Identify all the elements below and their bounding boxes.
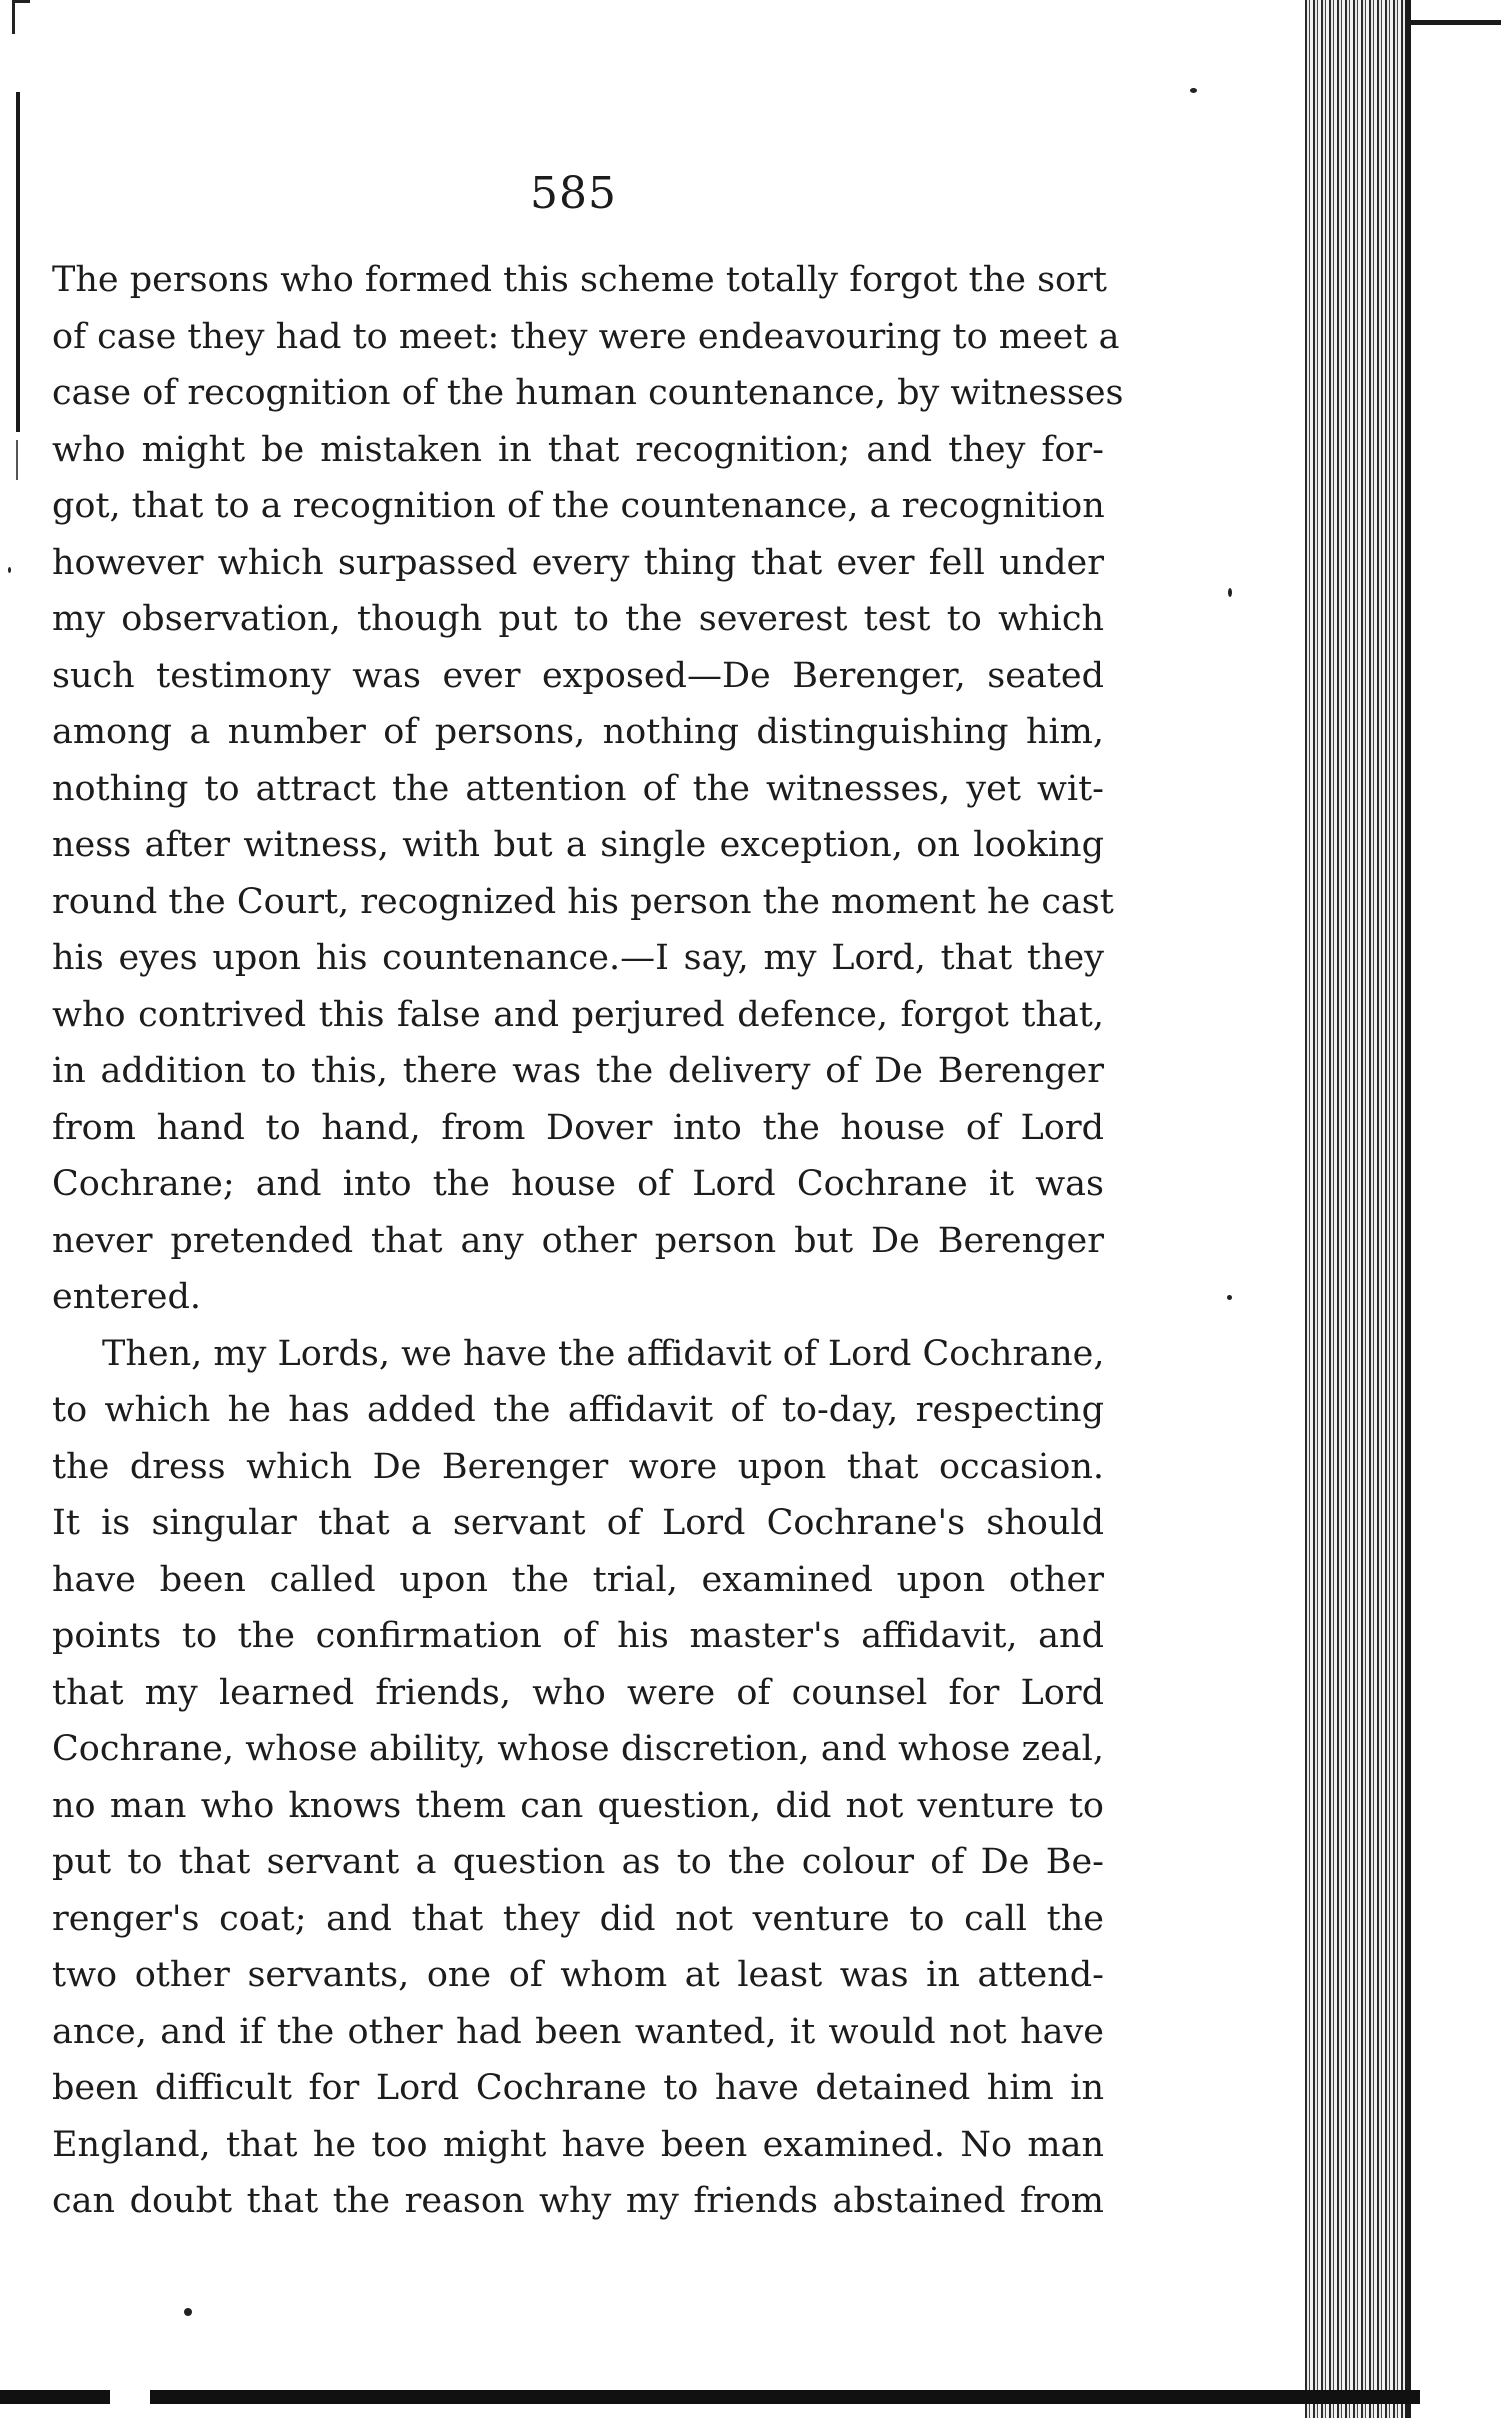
text-line: who might be mistaken in that recognition; and they for- — [52, 429, 1104, 470]
text-line: The persons who formed this scheme totally forgot the sort — [52, 260, 1107, 300]
scan-speck — [1227, 1295, 1232, 1300]
text-line: can doubt that the reason why my friends abstained from — [52, 2181, 1104, 2221]
text-line: points to the confirmation of his master's affidavit, and — [52, 1616, 1104, 1656]
text-line: renger's coat; and that they did not venture to call the — [52, 1898, 1104, 1939]
text-line: England, that he too might have been examined. No man — [52, 2124, 1104, 2165]
text-line: round the Court, recognized his person the moment he cast — [52, 881, 1114, 922]
text-line: It is singular that a servant of Lord Cochrane's should — [52, 1503, 1104, 1543]
scan-bottom-gap — [110, 2388, 150, 2406]
text-line: got, that to a recognition of the countenance, a recognition — [52, 486, 1105, 526]
scan-speck — [1228, 588, 1232, 597]
text-line: case of recognition of the human countenance, by witnesses — [52, 373, 1124, 413]
text-line: Cochrane; and into the house of Lord Cochrane it was — [52, 1164, 1104, 1204]
text-line: ness after witness, with but a single exception, on looking — [52, 825, 1104, 865]
scan-speck — [8, 567, 11, 573]
text-line: two other servants, one of whom at least was in attend- — [52, 1955, 1104, 1995]
text-line: entered. — [52, 1277, 202, 1317]
text-line: to which he has added the affidavit of to-day, respecting — [52, 1390, 1104, 1430]
text-line: nothing to attract the attention of the witnesses, yet wit- — [52, 768, 1104, 809]
text-line: among a number of persons, nothing distinguishing him, — [52, 712, 1104, 752]
text-line: Then, my Lords, we have the affidavit of Lord Cochrane, — [102, 1333, 1105, 1374]
crop-mark — [12, 0, 30, 3]
text-line: put to that servant a question as to the colour of De Be- — [52, 1842, 1104, 1882]
text-line: no man who knows them can question, did not venture to — [52, 1785, 1104, 1826]
text-line: been difficult for Lord Cochrane to have detained him in — [52, 2068, 1104, 2108]
text-line: such testimony was ever exposed—De Berenger, seated — [52, 655, 1104, 696]
text-line: have been called upon the trial, examined upon other — [52, 1559, 1104, 1600]
text-line: his eyes upon his countenance.—I say, my Lord, that they — [52, 938, 1104, 978]
page-binding-edge — [1405, 20, 1501, 25]
page-number: 585 — [530, 168, 617, 219]
text-line: my observation, though put to the severest test to which — [52, 599, 1104, 639]
scan-edge-line — [16, 440, 18, 480]
page-binding — [1305, 0, 1405, 2418]
text-line: in addition to this, there was the delivery of De Berenger — [52, 1051, 1104, 1091]
body-text — [52, 252, 1124, 2230]
text-line: ance, and if the other had been wanted, it would not have — [52, 2011, 1104, 2052]
crop-mark — [12, 0, 15, 34]
text-line: of case they had to meet: they were endeavouring to meet a — [52, 316, 1120, 357]
text-line: the dress which De Berenger wore upon that occasion. — [52, 1446, 1104, 1487]
text-line: who contrived this false and perjured defence, forgot that, — [52, 994, 1104, 1035]
text-line: however which surpassed every thing that ever fell under — [52, 542, 1104, 583]
text-line: that my learned friends, who were of counsel for Lord — [52, 1672, 1104, 1713]
text-line: Cochrane, whose ability, whose discretion, and whose zeal, — [52, 1729, 1104, 1769]
scan-edge-line — [16, 92, 20, 432]
text-line: from hand to hand, from Dover into the house of Lord — [52, 1107, 1104, 1148]
scan-bottom-edge — [0, 2390, 1420, 2404]
text-line: never pretended that any other person but De Berenger — [52, 1220, 1104, 1261]
page-binding-edge — [1405, 0, 1411, 2418]
scan-speck — [1190, 88, 1197, 93]
scan-speck — [184, 2308, 192, 2316]
